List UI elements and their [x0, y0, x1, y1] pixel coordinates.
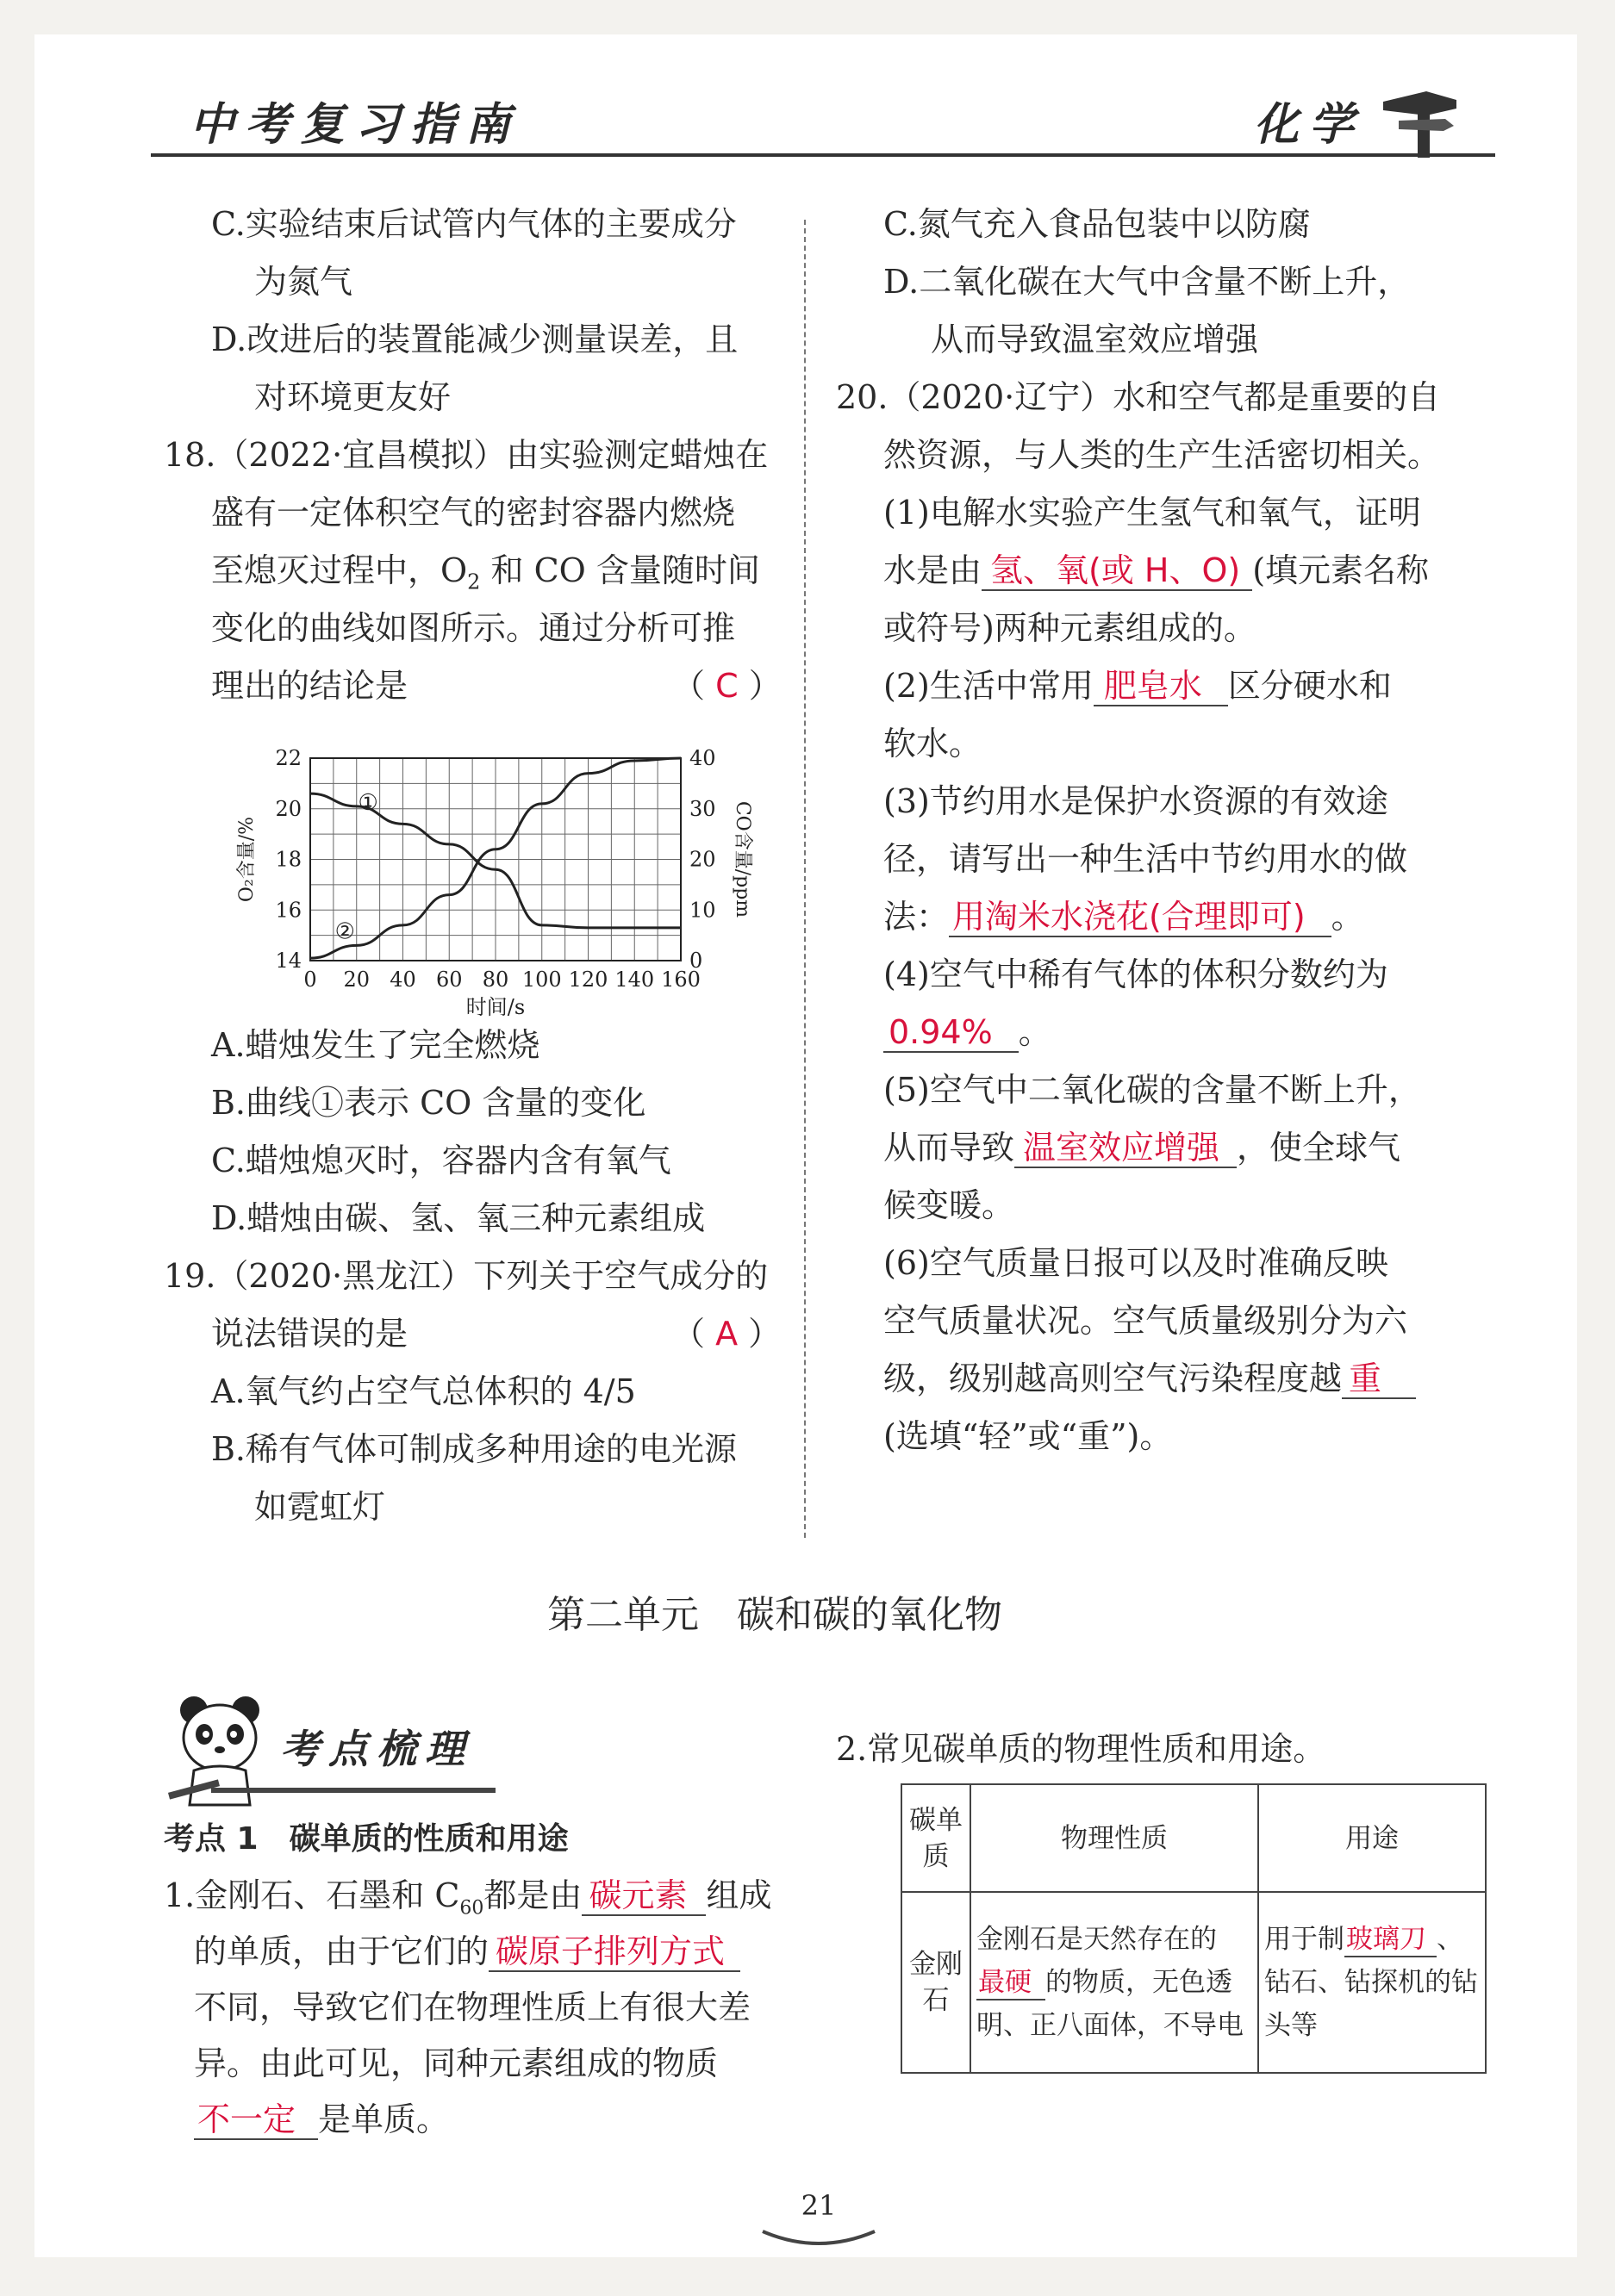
column-divider — [804, 220, 806, 1538]
y-left-tick-label: 18 — [275, 847, 302, 872]
q20-part1-answer: 氢、氧(或 H、O) — [982, 551, 1252, 591]
table-answer-glass-cutter: 玻璃刀 — [1344, 1923, 1437, 1957]
item1-line2: 的单质，由于它们的 碳原子排列方式 — [194, 1930, 740, 1973]
header-rule — [151, 153, 1495, 157]
x-tick-label: 0 — [303, 968, 317, 992]
item2-title: 2.常见碳单质的物理性质和用途。 — [836, 1730, 1326, 1768]
y-left-tick-label: 20 — [275, 796, 302, 821]
table-row — [901, 1892, 1486, 2073]
q19-option-b: B.稀有气体可制成多种用途的电光源 — [211, 1430, 738, 1468]
subject-title: 化学 — [1254, 98, 1365, 151]
header-cell-use: 用途 — [1258, 1784, 1486, 1892]
q19-option-b-cont: 如霓虹灯 — [254, 1488, 386, 1526]
q17-option-c-cont: 为氮气 — [254, 263, 353, 301]
q19-option-a: A.氧气约占空气总体积的 4/5 — [211, 1372, 636, 1410]
q20-part1-line3: 或符号)两种元素组成的。 — [883, 609, 1256, 647]
x-tick-label: 100 — [521, 968, 562, 992]
q20-part6-line2: 空气质量状况。空气质量级别分为六 — [883, 1302, 1408, 1340]
q19-answer-bracket: （ A ） — [672, 1315, 782, 1353]
item1-line5: 不一定 是单质。 — [194, 2098, 449, 2141]
y-right-tick-label: 10 — [689, 898, 716, 923]
table-answer-hardest: 最硬 — [976, 1966, 1045, 2000]
q19-option-d-cont: 从而导致温室效应增强 — [931, 320, 1259, 358]
series-label-1: ① — [358, 789, 378, 816]
q19-option-d: D.二氧化碳在大气中含量不断上升， — [883, 263, 1411, 301]
key-point-1-title: 考点 1 碳单质的性质和用途 — [164, 1821, 569, 1857]
y-left-tick-label: 14 — [275, 949, 302, 973]
x-tick-label: 60 — [435, 968, 463, 992]
page-number: 21 — [801, 2189, 837, 2222]
y-right-tick-label: 30 — [689, 796, 716, 821]
item1-line4: 异。由此可见，同种元素组成的物质 — [194, 2044, 719, 2082]
section-banner-title: 考点梳理 — [280, 1726, 473, 1772]
q18-stem-3: 至熄灭过程中，$O_2$ 和 CO 含量随时间 — [211, 551, 760, 594]
q20-part5-line3: 候变暖。 — [883, 1186, 1015, 1224]
q18-answer-bracket: （ C ） — [672, 667, 782, 705]
q20-part6-line3: 级，级别越高则空气污染程度越 重 — [883, 1357, 1416, 1400]
y-left-tick-label: 22 — [275, 746, 302, 770]
signpost-icon — [1375, 76, 1469, 162]
y-right-tick-label: 20 — [689, 847, 716, 872]
q18-option-d: D.蜡烛由碳、氢、氧三种元素组成 — [211, 1199, 706, 1237]
q20-part6-answer: 重 — [1342, 1360, 1416, 1399]
series-label-2: ② — [334, 918, 355, 945]
q20-part4-line2: 0.94% 。 — [883, 1011, 1051, 1054]
q19-option-c: C.氮气充入食品包装中以防腐 — [883, 205, 1311, 243]
header-cell-property: 物理性质 — [970, 1784, 1258, 1892]
q18-stem-5: 理出的结论是 — [211, 667, 408, 705]
workbook-page — [34, 34, 1577, 2257]
q20-part3-answer: 用淘米水浇花(合理即可) — [949, 898, 1331, 937]
q18-stem-1: 18.（2022·宜昌模拟）由实验测定蜡烛在 — [164, 436, 769, 474]
row-property-diamond: 金刚石是天然存在的 最硬 的物质，无色透 明、正八面体，不导电 — [970, 1892, 1258, 2073]
q20-part5-line1: (5)空气中二氧化碳的含量不断上升， — [883, 1071, 1421, 1109]
y-left-tick-label: 16 — [275, 898, 302, 923]
q18-option-a: A.蜡烛发生了完全燃烧 — [211, 1026, 540, 1064]
q20-part3-line3: 法： 用淘米水浇花(合理即可) 。 — [883, 898, 1364, 936]
unit-title: 第二单元 碳和碳的氧化物 — [547, 1593, 1002, 1637]
x-tick-label: 160 — [661, 968, 701, 992]
q20-part4-answer: 0.94% — [883, 1013, 1019, 1053]
item1-answer-1: 碳元素 — [582, 1876, 706, 1916]
row-element-diamond: 金刚石 — [901, 1892, 970, 2073]
q17-option-d: D.改进后的装置能减少测量误差，且 — [211, 320, 739, 358]
q18-option-c: C.蜡烛熄灭时，容器内含有氧气 — [211, 1142, 671, 1179]
x-axis-label: 时间/s — [465, 995, 526, 1017]
q20-part4-line1: (4)空气中稀有气体的体积分数约为 — [883, 955, 1388, 993]
q20-part3-line1: (3)节约用水是保护水资源的有效途 — [883, 782, 1388, 820]
q18-stem-4: 变化的曲线如图所示。通过分析可推 — [211, 609, 736, 647]
book-title: 中考复习指南 — [190, 98, 521, 151]
x-tick-label: 40 — [390, 968, 416, 992]
q20-part1-line1: (1)电解水实验产生氢气和氧气，证明 — [883, 494, 1421, 532]
q18-answer: C — [715, 667, 739, 705]
x-tick-label: 140 — [614, 968, 655, 992]
q20-part5-line2: 从而导致 温室效应增强 ，使全球气 — [883, 1129, 1401, 1167]
item1-line1: 1.金刚石、石墨和 $C_{60}$都是由 碳元素 组成 — [164, 1876, 772, 1920]
y-right-tick-label: 0 — [689, 949, 703, 973]
q19-stem-2: 说法错误的是 — [211, 1315, 408, 1353]
y-right-axis-label: CO含量/ppm — [732, 800, 753, 918]
x-tick-label: 80 — [482, 968, 509, 992]
x-tick-label: 20 — [343, 968, 371, 992]
q20-part1-line2: 水是由 氢、氧(或 H、O) (填元素名称 — [883, 551, 1430, 589]
x-tick-label: 120 — [568, 968, 608, 992]
carbon-allotrope-table — [901, 1783, 1487, 2074]
banner-underline — [211, 1788, 496, 1793]
q20-part6-line4: (选填“轻”或“重”)。 — [883, 1417, 1173, 1455]
q20-part2-line2: 软水。 — [883, 725, 982, 762]
item1-answer-3: 不一定 — [194, 2100, 318, 2140]
q20-stem-1: 20.（2020·辽宁）水和空气都是重要的自 — [836, 378, 1441, 416]
q20-part3-line2: 径，请写出一种生活中节约用水的做 — [883, 840, 1408, 878]
header-cell-element: 碳单质 — [901, 1784, 970, 1892]
q20-part5-answer: 温室效应增强 — [1014, 1129, 1237, 1168]
table-header-row — [901, 1784, 1486, 1892]
y-right-tick-label: 40 — [689, 746, 716, 770]
item1-answer-2: 碳原子排列方式 — [489, 1932, 740, 1972]
q20-part2-line1: (2)生活中常用 肥皂水 区分硬水和 — [883, 667, 1392, 705]
row-use-diamond: 用于制玻璃刀 、 钻石、钻探机的钻 头等 — [1258, 1892, 1486, 2073]
item1-line3: 不同，导致它们在物理性质上有很大差 — [194, 1988, 751, 2026]
q17-option-c: C.实验结束后试管内气体的主要成分 — [211, 205, 737, 243]
q20-part6-line1: (6)空气质量日报可以及时准确反映 — [883, 1244, 1388, 1282]
q18-stem-2: 盛有一定体积空气的密封容器内燃烧 — [211, 494, 736, 532]
q19-stem-1: 19.（2020·黑龙江）下列关于空气成分的 — [164, 1257, 769, 1295]
q19-answer: A — [715, 1315, 739, 1353]
o2-co-chart — [228, 732, 763, 1017]
q17-option-d-cont: 对环境更友好 — [254, 378, 452, 416]
q20-part2-answer: 肥皂水 — [1094, 667, 1228, 706]
q18-option-b: B.曲线①表示 CO 含量的变化 — [211, 1084, 646, 1122]
q20-stem-2: 然资源，与人类的生产生活密切相关。 — [883, 436, 1441, 474]
y-left-axis-label: O₂含量/% — [236, 816, 258, 903]
